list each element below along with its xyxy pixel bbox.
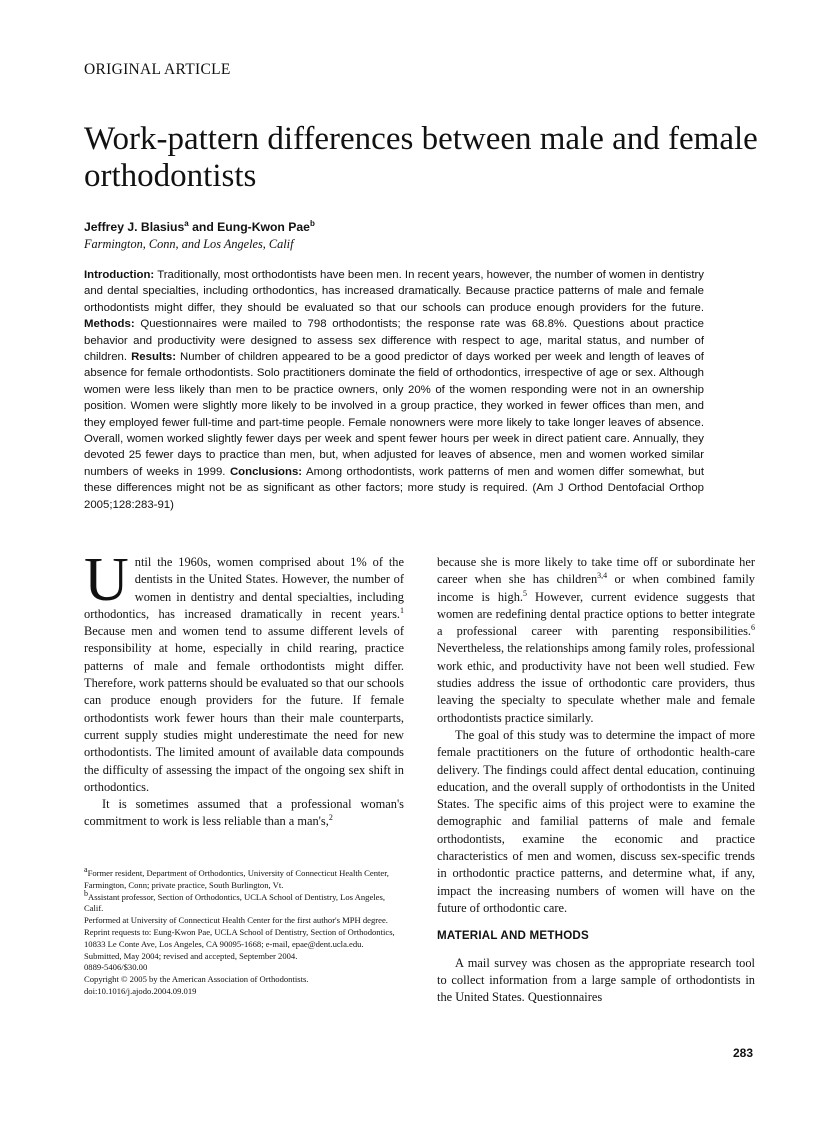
author-name: Jeffrey J. Blasius — [84, 220, 185, 234]
footnote-copyright: Copyright © 2005 by the American Association of Orthodontists. — [84, 974, 309, 985]
footnote: 0889-5406/$30.00 — [84, 962, 148, 973]
body-paragraph: because she is more likely to take time off or subordinate her career when she has children$^{3,4}$ or when combined family income is high.$^5$ However, current evidence suggests that women are redefining dental practice options to better integrate a professional career with parenting responsibilities.$^6$ Nevertheless, the relationships among family roles, professional work ethic, and productivity have not been well studied. Few studies address the issue of orthodontic care providers, thus leaving the specialty to speculate whether male and female orthodontists practice similarly. — [437, 555, 756, 725]
authors — [84, 220, 315, 234]
body-paragraph: It is sometimes assumed that a professional woman's commitment to work is less reliable than a man's,$^2$ — [84, 797, 404, 829]
body-paragraph: A mail survey was chosen as the appropriate research tool to collect information from a large sample of orthodontists in the United States. Questionnaires — [437, 955, 755, 1005]
footnote-marker: a — [84, 865, 88, 875]
reference-marker: 2 — [328, 813, 333, 823]
reference-marker: 3,4 — [597, 571, 608, 581]
reference-marker: 5 — [523, 588, 527, 598]
author-connector: and — [188, 220, 218, 234]
author-affiliation: Farmington, Conn, and Los Angeles, Calif — [84, 237, 294, 251]
body-paragraph: Until the 1960s, women comprised about 1% of the dentists in the United States. However, the number of women in dentistry and dental specialties, including orthodontics, has increased dramatically in recent years.$^1$ Because men and women tend to assume different levels of responsibility at home, especially in child rearing, practice patterns of male and female orthodontists might differ. Therefore, work patterns should be evaluated so that our schools can produce enough providers for the future. If female orthodontists work fewer hours than their male counterparts, current supply studies might underestimate the need for new orthodontists. The limited amount of available data compounds the difficulty of assessing the impact of the ongoing sex shift in orthodontics. — [84, 546, 404, 794]
article-title: Work-pattern differences between male and female orthodontists — [84, 121, 758, 194]
footnote-doi: doi:10.1016/j.ajodo.2004.09.019 — [84, 985, 197, 996]
author-name: Eung-Kwon Pae — [217, 220, 310, 234]
reference-marker: 6 — [751, 623, 755, 633]
footnote: $^b$Assistant professor, Section of Orthodontics, UCLA School of Dentistry, Los Angeles, Calif. — [84, 888, 385, 914]
drop-cap: U — [84, 546, 129, 614]
footnote: Performed at University of Connecticut Health Center for the first author's MPH degree. — [84, 915, 388, 926]
abstract-label-results: Results: — [131, 351, 177, 364]
abstract-text: Traditionally, most orthodontists have been men. In recent years, however, the number of women in dentistry and dental specialties, including orthodontics, has increased dramatically. Because practice patterns of male and female orthodontists might differ, they should be evaluated so that our schools can produce enough providers for the future. — [84, 269, 704, 314]
abstract-label-methods: Methods: — [84, 318, 135, 331]
footnotes — [84, 865, 404, 998]
abstract-text: Number of children appeared to be a good predictor of days worked per week and length of leaves of absence for female orthodontists. Solo practitioners dominate the field of orthodontics, irrespective of age or sex. Although women were less likely than men to be practice owners, only 20% of the women responding were not in an ownership position. Women were slightly more likely to be involved in a group practice, they worked in fewer offices than men, and they employed fewer full-time and part-time people. Female nonowners were more likely to take longer leaves of absence. Overall, women worked slightly fewer days per week and spent fewer hours per week in direct patient care. Annually, they devoted 25 fewer days to practice than men, but, when adjusted for leaves of absence, men and women worked similar numbers of weeks in 1999. — [84, 351, 704, 478]
footnote-reprint: Reprint requests to: Eung-Kwon Pae, UCLA School of Dentistry, Section of Orthodontics, 10833 Le Conte Ave, Los Angeles, CA 90095-1668; e-mail, epae@dent.ucla.edu. — [84, 926, 395, 949]
abstract-text: Questionnaires were mailed to 798 orthodontists; the response rate was 68.8%. Questions about practice behavior and productivity were designed to assess sex difference with respect to age, marital status, and number of children. — [84, 318, 704, 364]
affiliation-marker: a — [184, 218, 189, 228]
right-column — [437, 554, 755, 1006]
left-column — [84, 546, 404, 831]
footnote: Submitted, May 2004; revised and accepted, September 2004. — [84, 950, 298, 961]
abstract — [84, 267, 704, 513]
footnote-marker: b — [84, 888, 88, 898]
page-number: 283 — [733, 1046, 754, 1060]
reference-marker: 1 — [400, 605, 404, 615]
abstract-label-conclusions: Conclusions: — [229, 465, 303, 478]
abstract-text: Among orthodontists, work patterns of men and women differ somewhat, but these differences might not be as significant as other factors; more study is required. (Am J Orthod Dentofacial Orthop 2005;128:283-91) — [84, 465, 705, 511]
abstract-label-introduction: Introduction: — [84, 269, 155, 281]
affiliation-marker: b — [309, 218, 315, 228]
body-paragraph: The goal of this study was to determine the impact of more female practitioners on the future of orthodontic health-care delivery. The findings could affect dental education, continuing education, and the overall supply of orthodontists in the United States. The specific aims of this project were to examine the demographic and familial patterns of male and female orthodontists, examine the economic and practice characteristics of men and women, discuss sex-specific trends in orthodontic practice patterns, and determine what, if any, impact the increasing numbers of women will have on the future of orthodontic care. — [437, 727, 755, 915]
footnote: $^a$Former resident, Department of Orthodontics, University of Connecticut Health Center, Farmington, Conn; private practice, South Burlington, Vt. — [84, 865, 389, 890]
section-label: ORIGINAL ARTICLE — [84, 61, 231, 78]
section-heading: MATERIAL AND METHODS — [437, 929, 589, 943]
